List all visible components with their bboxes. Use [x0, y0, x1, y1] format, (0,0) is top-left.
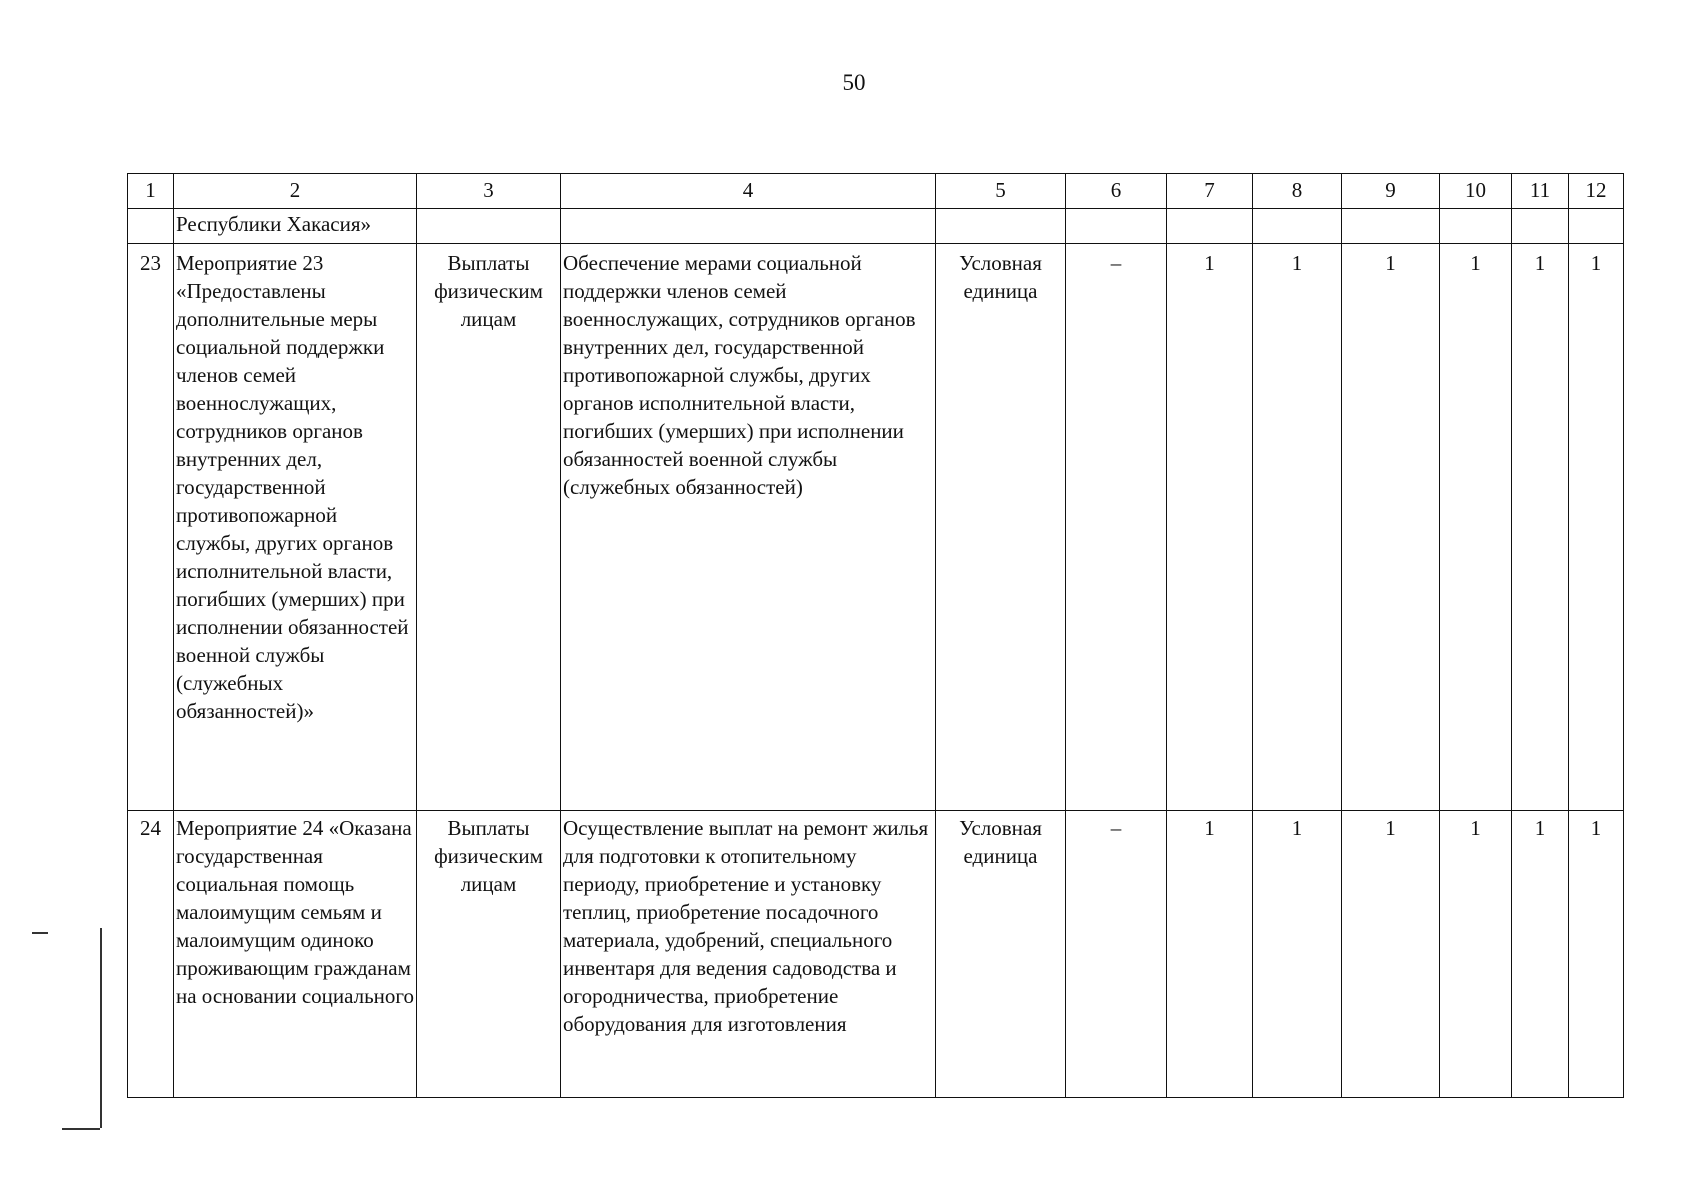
value-cell: 1: [1167, 244, 1253, 811]
value-cell: 1: [1342, 244, 1440, 811]
measure-description: Осуществление выплат на ремонт жилья для подготовки к отопительному периоду, приобретение и установку теплиц, приобретение посадочного материала, удобрений, специального инвентаря для ведения садоводства и огородничества, приобретение оборудования для изготовления: [561, 811, 936, 1098]
column-number-row: [128, 174, 1624, 209]
value-cell: 1: [1512, 811, 1569, 1098]
column-header: 12: [1569, 174, 1624, 209]
value-cell: [1440, 209, 1512, 244]
column-header: 8: [1253, 174, 1342, 209]
column-header: 7: [1167, 174, 1253, 209]
measure-type: Выплаты физическим лицам: [417, 811, 561, 1098]
value-cell: [1167, 209, 1253, 244]
measure-unit: Условная единица: [936, 244, 1066, 811]
column-header: 10: [1440, 174, 1512, 209]
measure-name: Республики Хакасия»: [174, 209, 417, 244]
row-number: [128, 209, 174, 244]
measure-unit: Условная единица: [936, 811, 1066, 1098]
column-header: 11: [1512, 174, 1569, 209]
column-header: 9: [1342, 174, 1440, 209]
value-cell: 1: [1440, 244, 1512, 811]
value-cell: 1: [1569, 244, 1624, 811]
measure-type: [417, 209, 561, 244]
value-cell: 1: [1512, 244, 1569, 811]
value-cell: 1: [1440, 811, 1512, 1098]
measure-description: [561, 209, 936, 244]
measure-name: Мероприятие 24 «Оказана государственная социальная помощь малоимущим семьям и малоимущим одиноко проживающим гражданам на основании социального: [174, 811, 417, 1098]
value-cell: –: [1066, 811, 1167, 1098]
value-cell: 1: [1167, 811, 1253, 1098]
column-header: 4: [561, 174, 936, 209]
value-cell: [1569, 209, 1624, 244]
table-row: [128, 244, 1624, 811]
stamp-dash: [32, 932, 48, 934]
table-row: [128, 811, 1624, 1098]
measure-description: Обеспечение мерами социальной поддержки членов семей военнослужащих, сотрудников органов внутренних дел, государственной противопожарной службы, других органов исполнительной власти, погибших (умерших) при исполнении обязанностей военной службы (служебных обязанностей): [561, 244, 936, 811]
value-cell: [1512, 209, 1569, 244]
value-cell: 1: [1569, 811, 1624, 1098]
row-number: 23: [128, 244, 174, 811]
measure-name: Мероприятие 23 «Предоставлены дополнительные меры социальной поддержки членов семей военнослужащих, сотрудников органов внутренних дел, государственной противопожарной службы, других органов исполнительной власти, погибших (умерших) при исполнении обязанностей военной службы (служебных обязанностей)»: [174, 244, 417, 811]
stamp-bottom: [62, 1128, 100, 1130]
program-table: [127, 173, 1624, 1098]
measure-type: Выплаты физическим лицам: [417, 244, 561, 811]
table-row: [128, 209, 1624, 244]
value-cell: [1342, 209, 1440, 244]
value-cell: 1: [1253, 811, 1342, 1098]
value-cell: 1: [1253, 244, 1342, 811]
column-header: 3: [417, 174, 561, 209]
value-cell: 1: [1342, 811, 1440, 1098]
value-cell: –: [1066, 244, 1167, 811]
value-cell: [1253, 209, 1342, 244]
page-number: 50: [842, 70, 866, 95]
value-cell: [1066, 209, 1167, 244]
column-header: 5: [936, 174, 1066, 209]
column-header: 1: [128, 174, 174, 209]
column-header: 6: [1066, 174, 1167, 209]
row-number: 24: [128, 811, 174, 1098]
stamp-edge: [100, 928, 102, 1128]
margin-stamp-mark: [28, 918, 100, 1140]
column-header: 2: [174, 174, 417, 209]
measure-unit: [936, 209, 1066, 244]
